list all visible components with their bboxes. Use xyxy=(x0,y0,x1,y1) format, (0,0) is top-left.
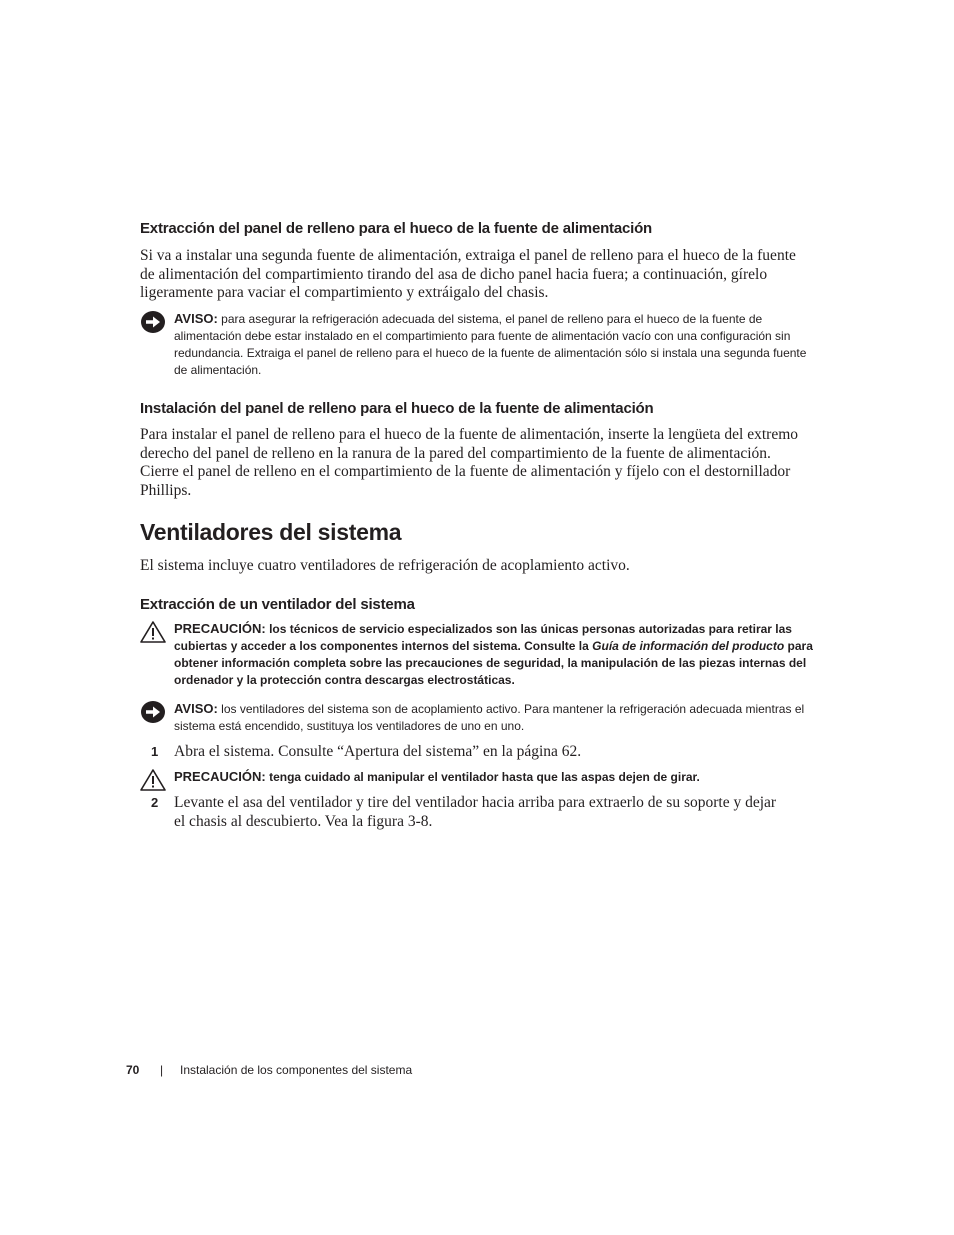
caution-box-2 xyxy=(140,768,815,786)
caution-body: tenga cuidado al manipular el ventilador hasta que las aspas dejen de girar. xyxy=(269,770,700,784)
notice-text-1 xyxy=(174,310,815,379)
paragraph-extract-blank: Si va a instalar una segunda fuente de alimentación, extraiga el panel de relleno para el hueco de la fuente de alimentación del compartimiento tirando del asa de dicho panel hacia fuera; a continuación, gírelo ligeramente para vaciar el compartimiento y extráigalo del chasis. xyxy=(140,247,796,301)
caution-triangle-icon xyxy=(140,768,166,792)
section-title-fans: Ventiladores del sistema xyxy=(140,519,402,545)
notice-label: AVISO: xyxy=(174,311,218,326)
caution-body-end: para obtener información completa sobre las precauciones de seguridad, la manipulación de las piezas internas del ordenador y la protección contra descargas electrostáticas. xyxy=(174,639,813,687)
step-2 xyxy=(140,794,810,831)
notice-body: para asegurar la refrigeración adecuada del sistema, el panel de relleno para el hueco de la fuente de alimentación debe estar instalado en el compartimiento para fuente de alimentación vacío con una configuración sin redundancia. Extraiga el panel de relleno para el hueco de la fuente de alimentación sólo si instala una segunda fuente de alimentación. xyxy=(174,312,807,377)
section-heading-extract-blank: Extracción del panel de relleno para el hueco de la fuente de alimentación xyxy=(140,220,653,237)
notice-arrow-icon xyxy=(140,700,166,724)
footer-separator: | xyxy=(160,1063,164,1077)
step-number: 1 xyxy=(151,744,159,759)
notice-body: los ventiladores del sistema son de acoplamiento activo. Para mantener la refrigeración adecuada mientras el sistema está encendido, sustituya los ventiladores de uno en uno. xyxy=(174,702,805,733)
notice-label: AVISO: xyxy=(174,701,218,716)
footer-chapter-title: Instalación de los componentes del sistema xyxy=(180,1063,413,1077)
page-number: 70 xyxy=(126,1063,140,1077)
step-text: Levante el asa del ventilador y tire del ventilador hacia arriba para extraerlo de su soporte y dejar el chasis al descubierto. Vea la figura 3-8. xyxy=(174,794,777,830)
subheading-remove-fan: Extracción de un ventilador del sistema xyxy=(140,596,415,613)
section-heading-install-blank: Instalación del panel de relleno para el hueco de la fuente de alimentación xyxy=(140,400,654,417)
caution-label: PRECAUCIÓN: xyxy=(174,769,266,784)
notice-box-2 xyxy=(140,700,815,735)
paragraph-fans-intro: El sistema incluye cuatro ventiladores de refrigeración de acoplamiento activo. xyxy=(140,557,630,574)
paragraph-install-blank: Para instalar el panel de relleno para el hueco de la fuente de alimentación, inserte la lengüeta del extremo derecho del panel de relleno en la ranura de la pared del compartimiento de la fuente de alimentación. Cierre el panel de relleno en el compartimiento de la fuente de alimentación y fíjelo con el destornillador Phillips. xyxy=(140,426,799,499)
caution-body-start: los técnicos de servicio especializados son las únicas personas autorizadas para retirar las cubiertas y acceder a los componentes internos del sistema. Consulte la xyxy=(174,622,792,653)
step-text: Abra el sistema. Consulte “Apertura del sistema” en la página 62. xyxy=(174,743,582,760)
notice-text-2 xyxy=(174,700,815,735)
step-number: 2 xyxy=(151,795,159,810)
step-1 xyxy=(140,743,810,762)
caution-box-1 xyxy=(140,620,815,689)
caution-text-2 xyxy=(174,768,815,786)
notice-box-1 xyxy=(140,310,815,379)
product-guide-reference: Guía de información del producto xyxy=(592,639,785,653)
caution-triangle-icon xyxy=(140,620,166,644)
caution-text-1 xyxy=(174,620,815,689)
caution-label: PRECAUCIÓN: xyxy=(174,621,266,636)
notice-arrow-icon xyxy=(140,310,166,334)
